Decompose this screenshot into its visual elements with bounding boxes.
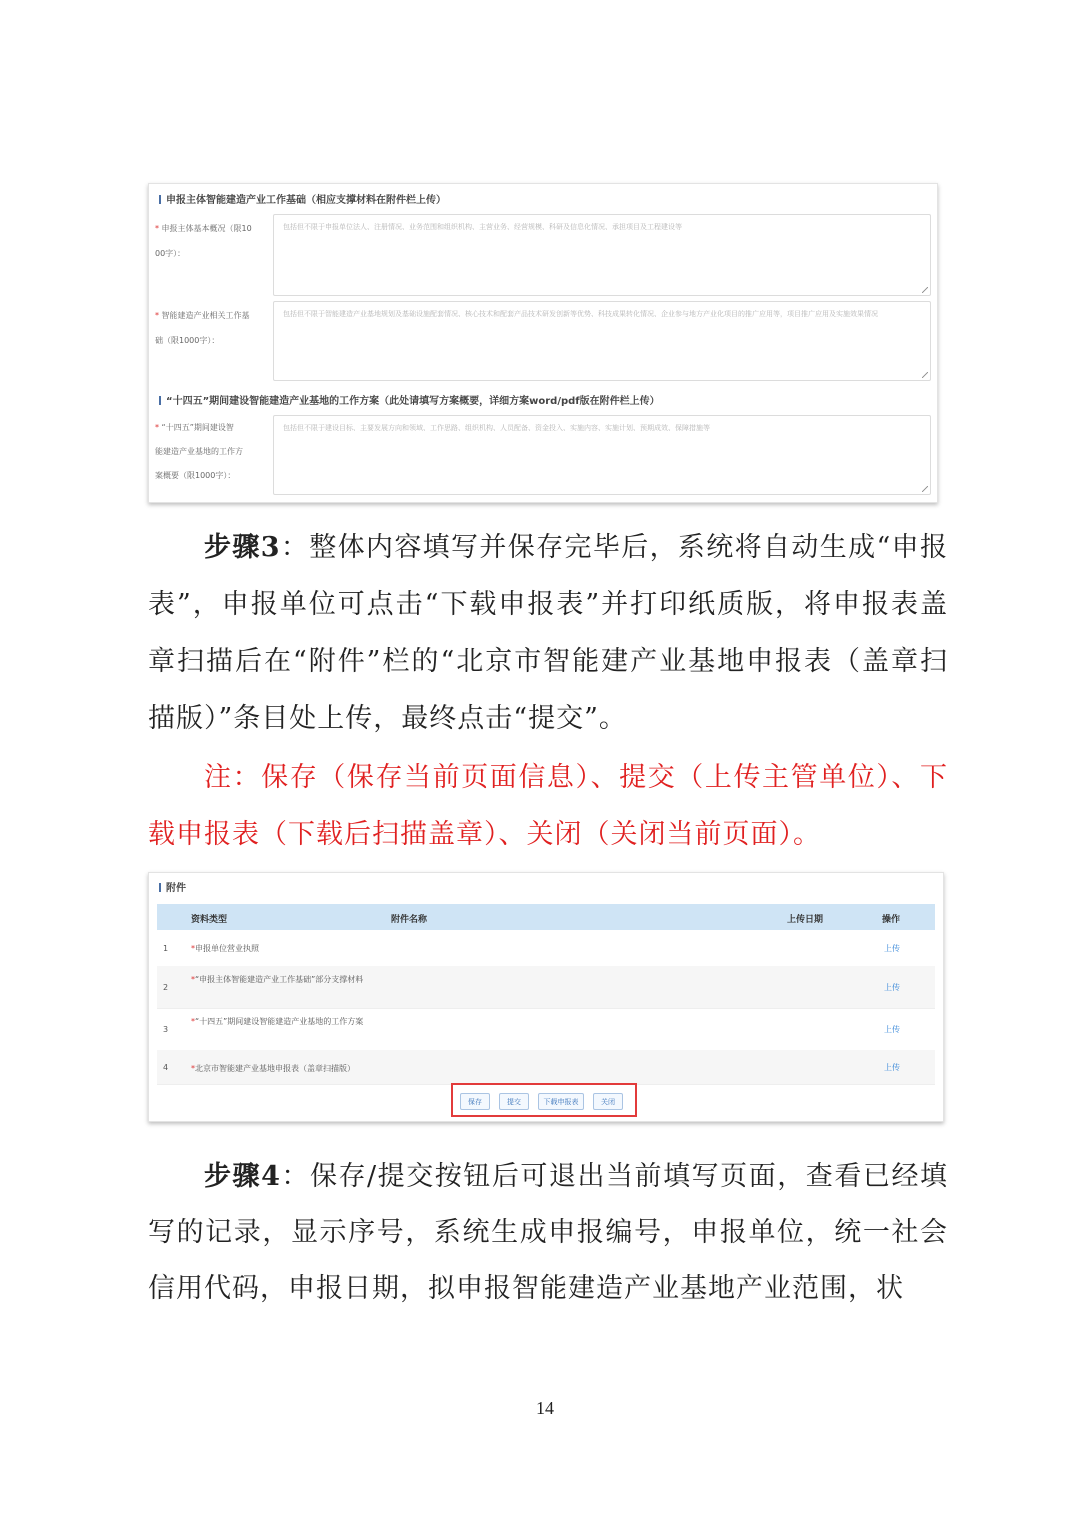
- resize-handle-icon[interactable]: [922, 486, 928, 492]
- basic-overview-label: * 申报主体基本概况（限10 00字）：: [155, 224, 252, 258]
- step4-paragraph: [148, 1149, 948, 1317]
- col-operation: 操作: [882, 915, 901, 925]
- upload-link[interactable]: 上传: [884, 944, 900, 953]
- basic-overview-placeholder: 包括但不限于申报单位法人、注册情况、业务范围和组织机构、主营业务、经营规模、科研及信息化情况、承担项目及工程建设等: [283, 223, 682, 231]
- col-upload-date: 上传日期: [787, 915, 824, 925]
- form-screenshot: [148, 183, 938, 503]
- upload-link[interactable]: 上传: [884, 983, 900, 992]
- col-material-type: 资料类型: [191, 915, 228, 925]
- work-basis-label: * 智能建造产业相关工作基 础（限1000字）：: [155, 311, 250, 345]
- note-text: 注：保存（保存当前页面信息）、提交（上传主管单位）、下载申报表（下载后扫描盖章）、关闭（关闭当前页面）。: [148, 762, 948, 850]
- note-paragraph: [148, 749, 948, 863]
- step4-text: ：保存/提交按钮后可退出当前填写页面，查看已经填写的记录，显示序号，系统生成申报编号，申报单位，统一社会信用代码，申报日期，拟申报智能建造产业基地产业范围，状: [148, 1161, 948, 1304]
- table-row: 2 *“申报主体智能建造产业工作基础”部分支撑材料 上传: [157, 966, 935, 1009]
- upload-link[interactable]: 上传: [884, 1063, 900, 1072]
- page-number: 14: [536, 1398, 554, 1418]
- attachments-screenshot: [148, 872, 944, 1122]
- attachments-title: 附件: [159, 879, 186, 894]
- table-row: 4 *北京市智能建产业基地申报表（盖章扫描版） 上传: [157, 1050, 935, 1085]
- table-row: 1 *申报单位营业执照 上传: [157, 930, 935, 967]
- resize-handle-icon[interactable]: [922, 287, 928, 293]
- resize-handle-icon[interactable]: [922, 372, 928, 378]
- section-title-work-basis: 申报主体智能建造产业工作基础（相应支撑材料在附件栏上传）: [159, 191, 446, 206]
- step3-text: ：整体内容填写并保存完毕后，系统将自动生成“申报表”，申报单位可点击“下载申报表”并打印纸质版，将申报表盖章扫描后在“附件”栏的“北京市智能建产业基地申报表（盖章扫描版）”条目处上传，最终点击“提交”。: [148, 532, 948, 734]
- work-plan-textarea[interactable]: [273, 415, 931, 495]
- work-basis-textarea[interactable]: [273, 301, 931, 381]
- download-form-button[interactable]: 下载申报表: [538, 1093, 584, 1110]
- work-basis-placeholder: 包括但不限于智能建造产业基地规划及基础设施配套情况、核心技术和配套产品技术研发创新等优势、科技成果转化情况、企业参与地方产业化项目的推广应用等，项目推广应用及实施效果情况: [283, 310, 878, 318]
- step4-heading: 步骤4: [204, 1161, 281, 1192]
- save-button[interactable]: 保存: [460, 1093, 490, 1110]
- basic-overview-textarea[interactable]: [273, 214, 931, 296]
- work-plan-label: * “十四五”期间建设智 能建造产业基地的工作方 案概要（限1000字）：: [155, 423, 243, 480]
- section-bar: [159, 883, 161, 892]
- section-bar: [159, 396, 161, 405]
- upload-link[interactable]: 上传: [884, 1025, 900, 1034]
- table-row: 3 *“十四五”期间建设智能建造产业基地的工作方案 上传: [157, 1008, 935, 1051]
- action-buttons-highlight: [451, 1083, 637, 1117]
- work-plan-placeholder: 包括但不限于建设目标、主要发展方向和领域、工作思路、组织机构、人员配备、资金投入、实施内容、实施计划、预期成效、保障措施等: [283, 424, 710, 432]
- submit-button[interactable]: 提交: [499, 1093, 529, 1110]
- close-button[interactable]: 关闭: [593, 1093, 623, 1110]
- section-title-work-plan: “十四五”期间建设智能建造产业基地的工作方案（此处请填写方案概要，详细方案word/pdf版在附件栏上传）: [159, 392, 660, 407]
- table-header: [157, 904, 935, 930]
- step3-paragraph: [148, 519, 948, 747]
- step3-heading: 步骤3: [204, 532, 281, 563]
- section-bar: [159, 195, 161, 204]
- col-attachment-name: 附件名称: [391, 915, 428, 925]
